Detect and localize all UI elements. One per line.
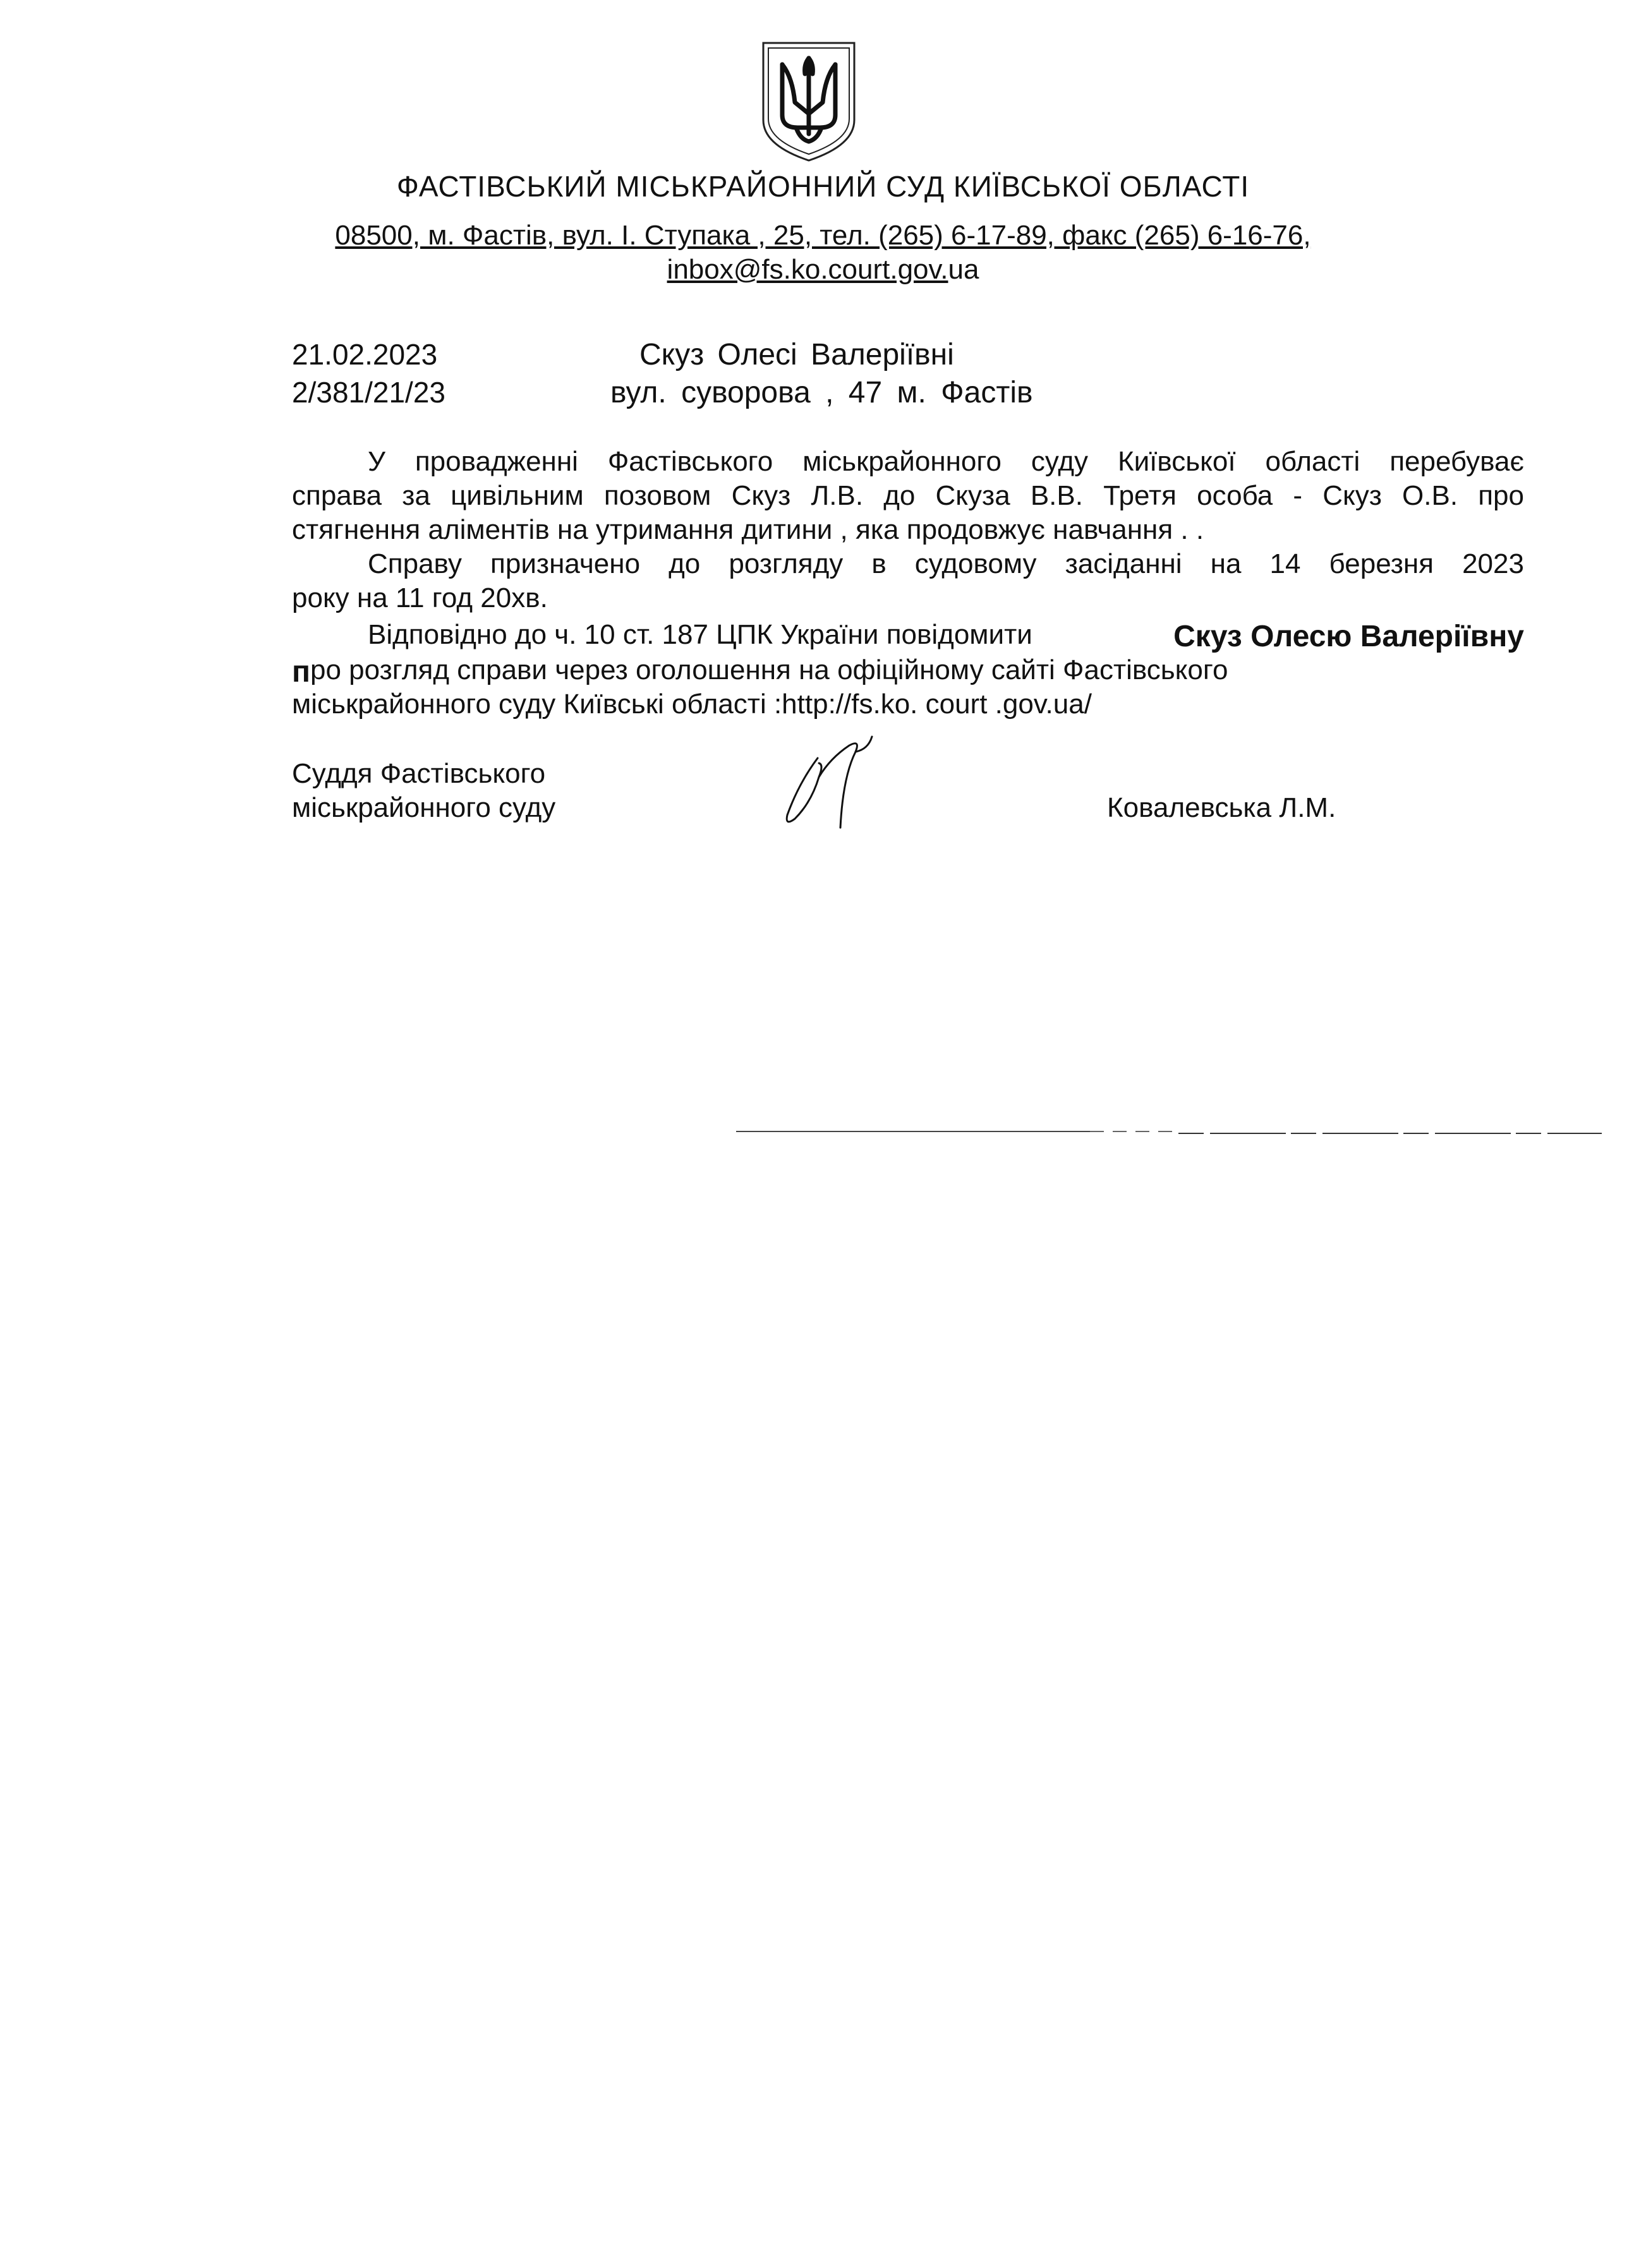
scan-artifact-line <box>736 1128 1602 1137</box>
word: перебуває <box>1389 446 1524 477</box>
word: міськрайонного <box>802 446 1002 477</box>
court-email-tail: ua <box>948 254 979 285</box>
paragraph-3-line-3: міськрайонного суду Київські області :http://fs.ko. court .gov.ua/ <box>292 689 1092 720</box>
paragraph-2-line-2: року на 11 год 20хв. <box>292 582 548 613</box>
word: цивільним <box>451 480 584 511</box>
word: про <box>1478 480 1524 511</box>
word: Л.В. <box>811 480 864 511</box>
paragraph-2-line-1 <box>368 548 1524 580</box>
judge-title-line-2: міськрайонного суду <box>292 792 556 823</box>
word: провадженні <box>415 446 578 477</box>
word: до <box>883 480 916 511</box>
word: особа <box>1197 480 1273 511</box>
paragraph-3-bold-letter: п <box>292 655 310 689</box>
registration-number: 2/381/21/23 <box>292 376 446 409</box>
judge-signature <box>780 733 874 834</box>
paragraph-1-line-1 <box>368 446 1524 478</box>
paragraph-3-line-2 <box>292 654 1524 689</box>
court-name: ФАСТІВСЬКИЙ МІСЬКРАЙОННИЙ СУД КИЇВСЬКОЇ ОБЛАСТІ <box>396 170 1250 203</box>
paragraph-3-line-1 <box>368 619 1524 654</box>
word: В.В. <box>1030 480 1083 511</box>
word: за <box>402 480 430 511</box>
paragraph-3-recipient-name: Скуз Олесю Валеріївну <box>1173 620 1524 653</box>
word: Фастівського <box>607 446 773 477</box>
paragraph-1-line-2 <box>292 480 1524 512</box>
word: Київської <box>1117 446 1236 477</box>
word: в <box>871 548 887 579</box>
word: Справу <box>368 548 462 579</box>
paragraph-3-line-2-text: ро розгляд справи через оголошення на офіційному сайті Фастівського <box>310 654 1228 685</box>
word: призначено <box>490 548 641 579</box>
word: березня <box>1329 548 1434 579</box>
word: позовом <box>603 480 711 511</box>
word: 2023 <box>1462 548 1524 579</box>
word: справа <box>292 480 382 511</box>
paragraph-3-text: Відповідно до ч. 10 ст. 187 ЦПК України повідомити <box>368 619 1032 650</box>
word: О.В. <box>1402 480 1458 511</box>
word: до <box>669 548 701 579</box>
word: на <box>1210 548 1242 579</box>
word: судовому <box>914 548 1037 579</box>
word: Третя <box>1103 480 1177 511</box>
judge-title-line-1: Суддя Фастівського <box>292 758 546 789</box>
word: суду <box>1031 446 1089 477</box>
word: області <box>1265 446 1360 477</box>
word: розгляду <box>729 548 844 579</box>
word: Скуза <box>935 480 1010 511</box>
word: Скуз <box>1322 480 1382 511</box>
court-email: inbox@fs.ko.court.gov. <box>667 254 948 285</box>
coat-of-arms-trident-icon <box>759 39 858 163</box>
word: 14 <box>1269 548 1301 579</box>
word: - <box>1293 480 1303 511</box>
paragraph-1-line-3: стягнення аліментів на утримання дитини , яка продовжує навчання . . <box>292 514 1204 545</box>
recipient-name: Скуз Олесі Валеріївні <box>639 338 954 371</box>
word: У <box>368 446 385 477</box>
court-email-line <box>0 254 1646 286</box>
word: засіданні <box>1065 548 1182 579</box>
court-address-line: 08500, м. Фастів, вул. І. Ступака , 25, тел. (265) 6-17-89, факс (265) 6-16-76, <box>335 220 1311 251</box>
judge-name: Ковалевська Л.М. <box>1107 792 1336 823</box>
recipient-address: вул. суворова , 47 м. Фастів <box>610 376 1033 409</box>
document-date: 21.02.2023 <box>292 338 438 371</box>
word: Скуз <box>731 480 791 511</box>
